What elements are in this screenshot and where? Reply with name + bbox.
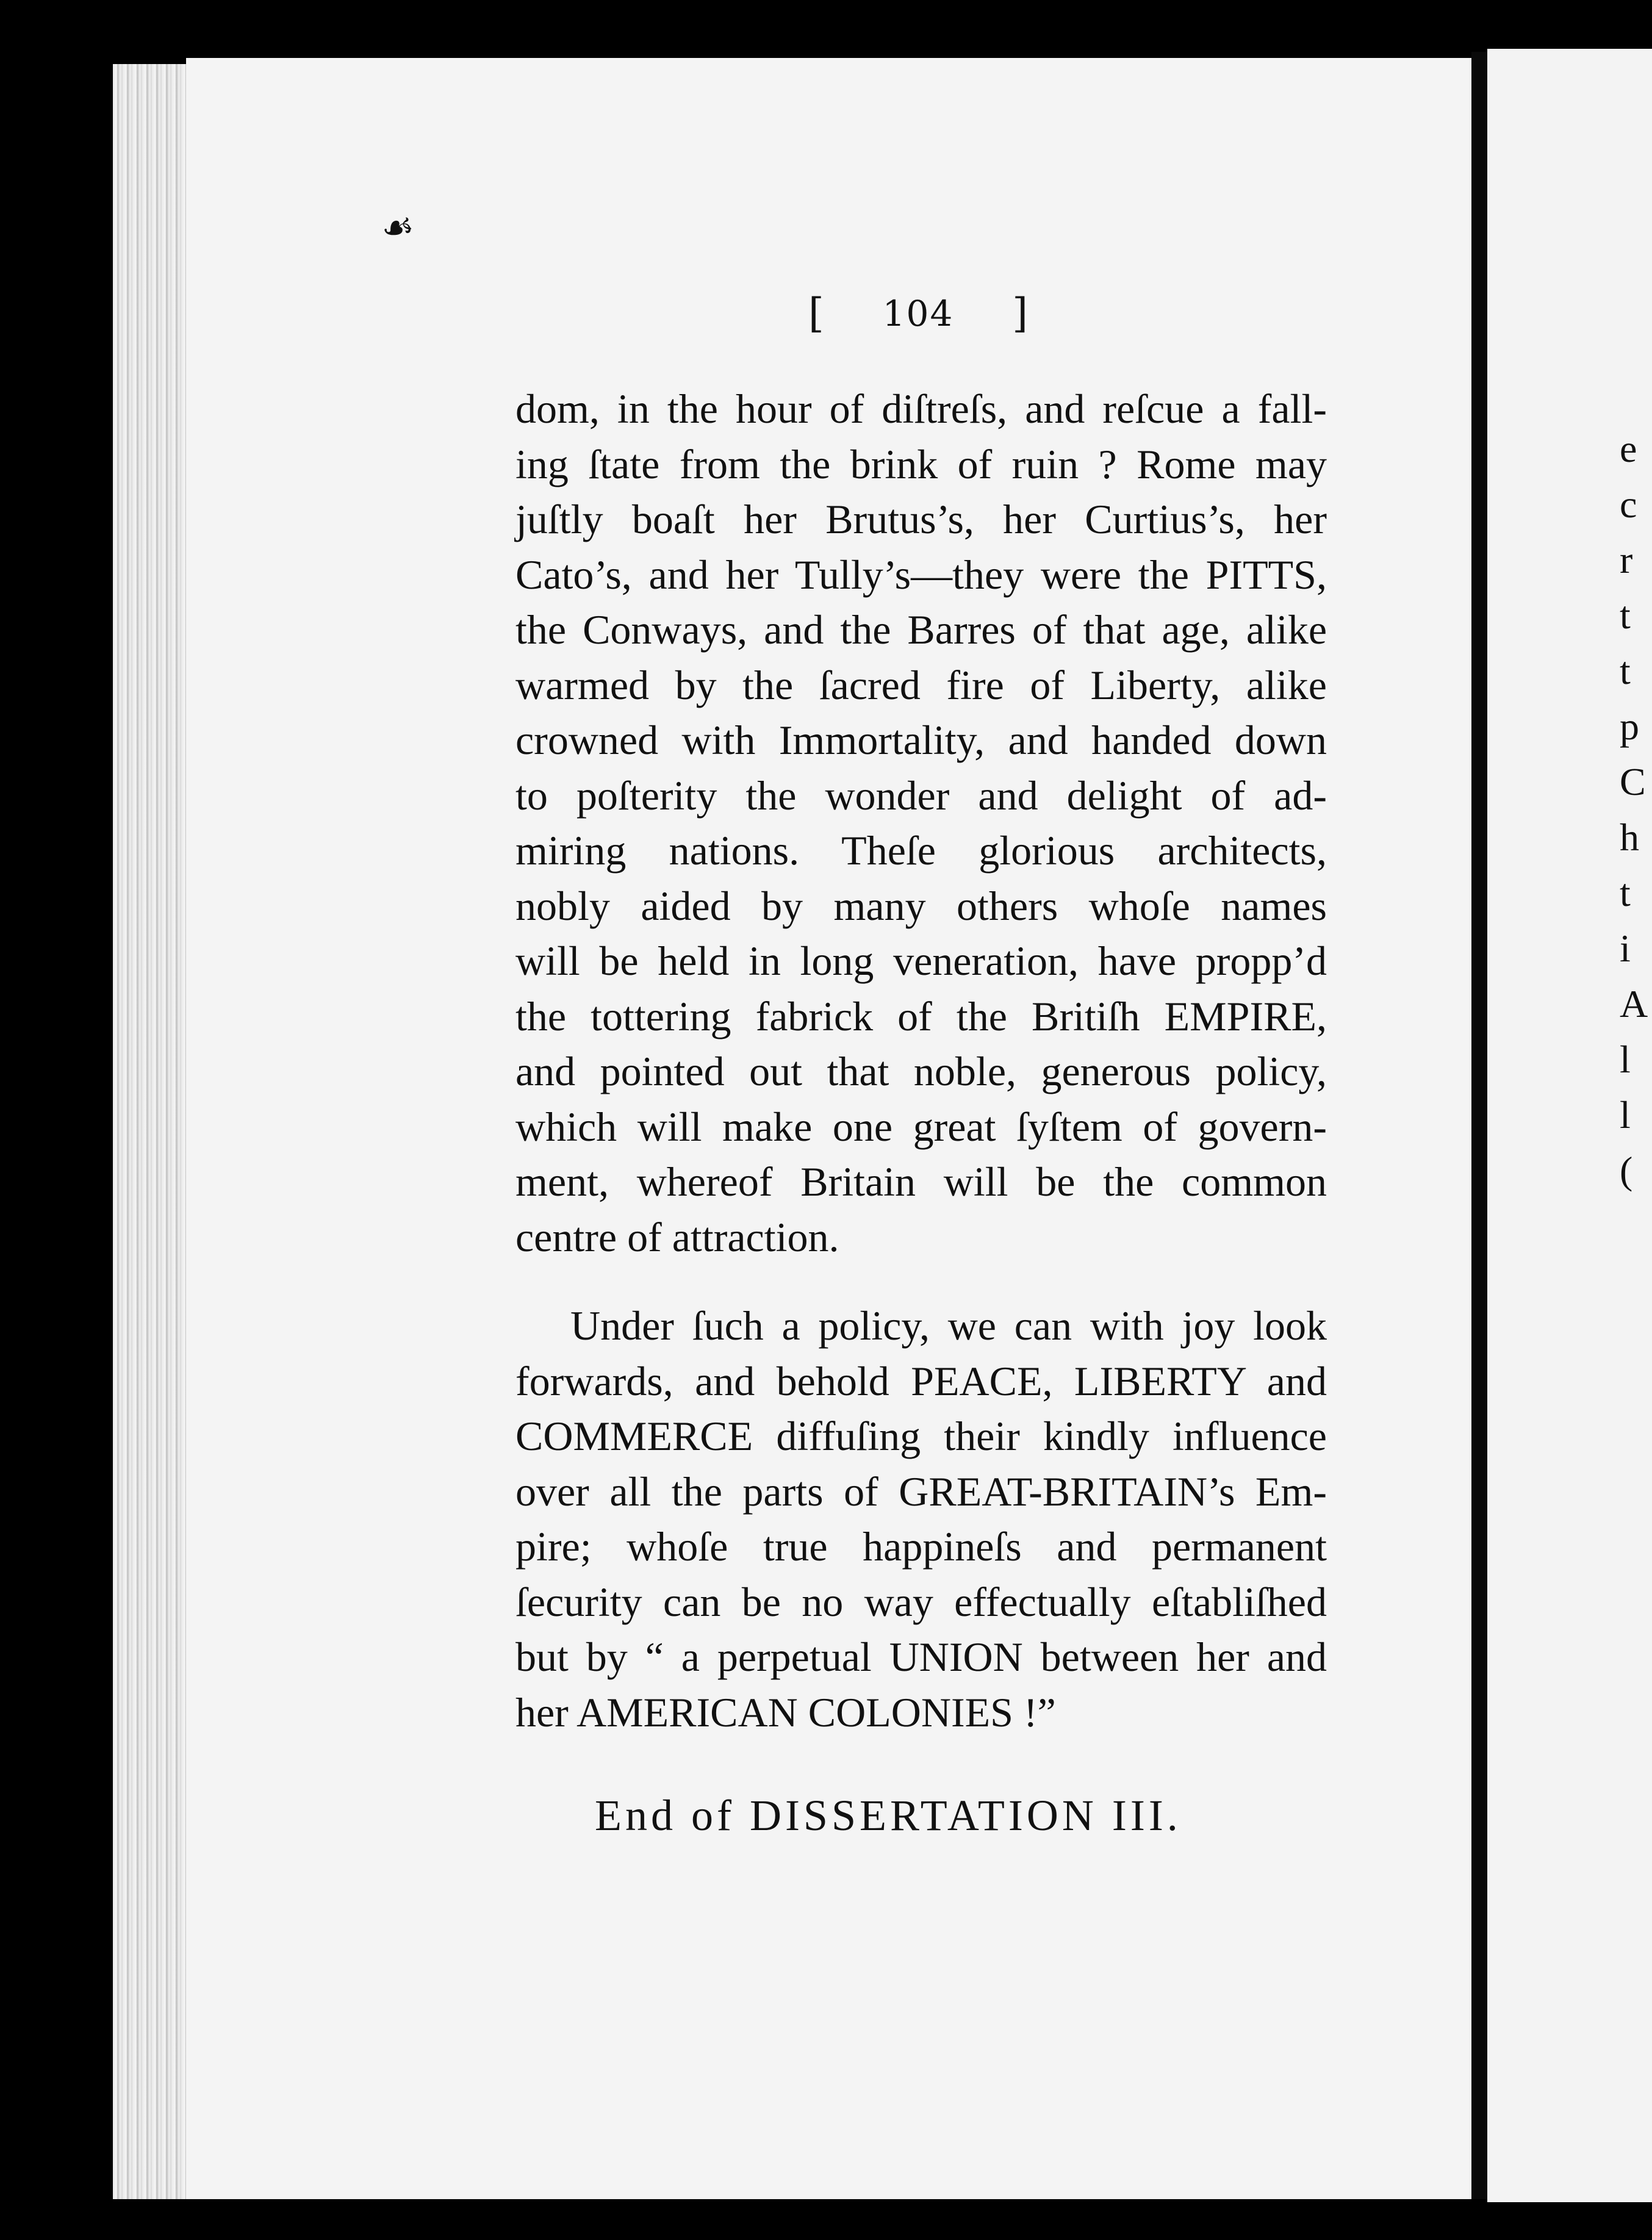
text-line: nobly aided by many others whoſe names [515, 882, 1327, 929]
page-header [808, 290, 1028, 337]
page-stack-edge [113, 64, 192, 2199]
text-line: warmed by the ſacred fire of Liberty, alike [515, 661, 1327, 708]
text-line: the tottering fabrick of the Britiſh EMPIRE, [515, 993, 1327, 1039]
facing-glyph: l [1620, 1038, 1631, 1081]
text-line: ment, whereof Britain will be the common [515, 1158, 1327, 1205]
header-right-bracket: ] [1012, 290, 1028, 337]
facing-glyph: t [1620, 871, 1631, 914]
facing-glyph: ( [1620, 1149, 1633, 1192]
paragraph-1 [515, 381, 1327, 1265]
facing-glyph: t [1620, 649, 1631, 692]
body-text [515, 381, 1327, 1740]
text-line: Cato’s, and her Tully’s—they were the PITTS, [515, 551, 1327, 598]
text-line: dom, in the hour of diſtreſs, and reſcue a fall- [515, 386, 1327, 432]
paragraph-2 [515, 1298, 1327, 1740]
text-line: which will make one great ſyſtem of govern- [515, 1103, 1327, 1150]
facing-glyph: c [1620, 483, 1637, 526]
facing-glyph: A [1620, 982, 1648, 1025]
facing-glyph: r [1620, 538, 1633, 581]
text-line: to poſterity the wonder and delight of ad- [515, 772, 1327, 819]
facing-glyph: h [1620, 816, 1639, 859]
end-of-dissertation: End of DISSERTATION III. [595, 1791, 1182, 1840]
text-line: juſtly boaſt her Brutus’s, her Curtius’s, her [515, 496, 1327, 542]
header-left-bracket: [ [808, 290, 824, 337]
text-line: crowned with Immortality, and handed down [515, 717, 1327, 763]
book-gutter [1471, 52, 1489, 2199]
facing-glyph: t [1620, 594, 1631, 637]
page-number: 104 [882, 292, 954, 334]
facing-glyph: i [1620, 927, 1631, 970]
facing-glyph: e [1620, 427, 1637, 470]
text-line: will be held in long veneration, have propp’d [515, 938, 1327, 984]
text-line: pire; whoſe true happineſs and permanent [515, 1523, 1327, 1570]
facing-glyph: C [1620, 760, 1646, 803]
ornament-mark: ☙ [378, 204, 417, 251]
text-line: Under ſuch a policy, we can with joy look [570, 1302, 1327, 1349]
text-line: centre of attraction. [515, 1213, 839, 1260]
text-line: the Conways, and the Barres of that age, alike [515, 606, 1327, 653]
text-line: ing ſtate from the brink of ruin ? Rome may [515, 440, 1327, 487]
facing-page-glyphs [1620, 421, 1648, 1198]
text-line: her AMERICAN COLONIES !” [515, 1689, 1056, 1736]
text-line: forwards, and behold PEACE, LIBERTY and [515, 1357, 1327, 1404]
facing-glyph: l [1620, 1093, 1631, 1136]
text-line: and pointed out that noble, generous policy, [515, 1048, 1327, 1094]
text-line: miring nations. Theſe glorious architects, [515, 827, 1327, 874]
facing-glyph: p [1620, 705, 1639, 748]
text-line: ſecurity can be no way effectually eſtabliſhed [515, 1578, 1327, 1625]
text-line: COMMERCE diffuſing their kindly influence [515, 1413, 1327, 1459]
text-line: over all the parts of GREAT-BRITAIN’s Em- [515, 1468, 1327, 1515]
text-line: but by “ a perpetual UNION between her and [515, 1634, 1327, 1680]
